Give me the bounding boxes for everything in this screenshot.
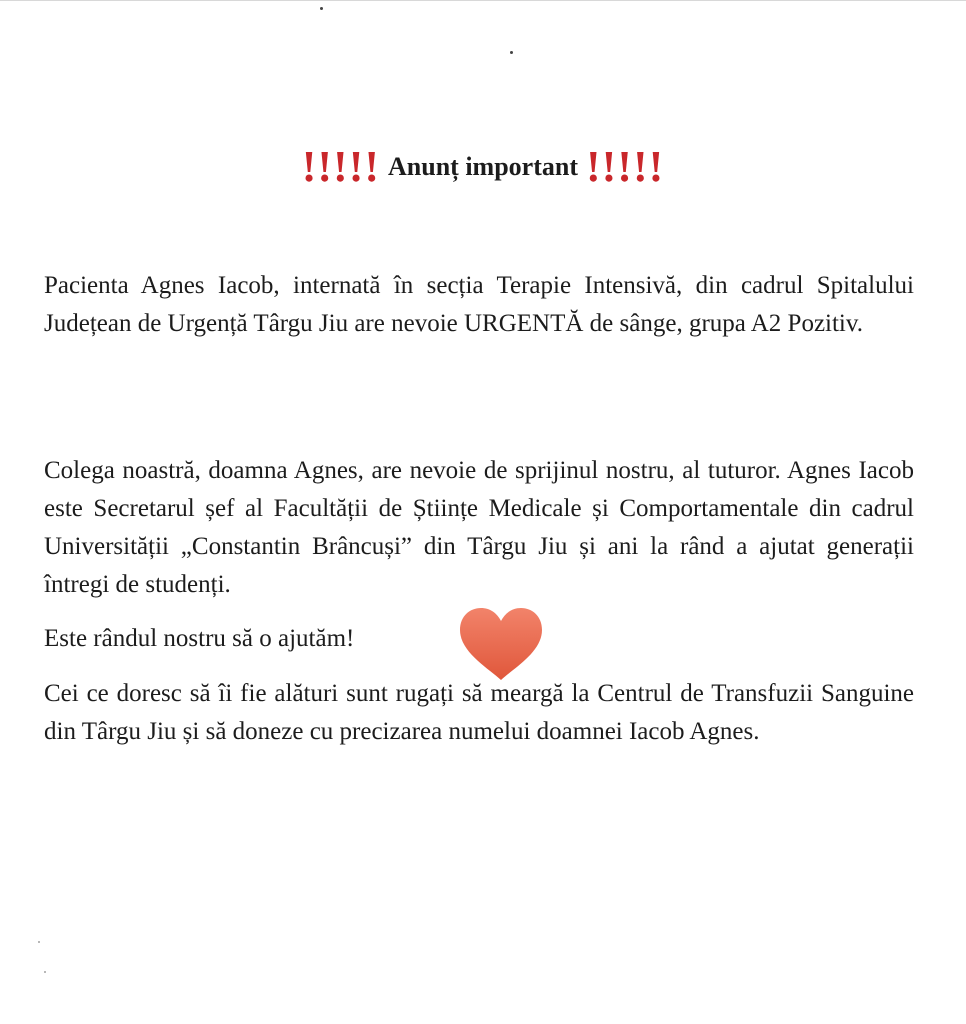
paragraph-colleague-info: Colega noastră, doamna Agnes, are nevoie de sprijinul nostru, al tuturor. Agnes Iacob este Secretarul șef al Facultății de Științe Medicale și Comportamentale din cadrul Universității „Constantin Brâncuși” din Târgu Jiu și ani la rând a ajutat generații întregi de studenți. (44, 457, 914, 598)
scan-speck (44, 971, 46, 973)
paragraph-call-to-help: Este rândul nostru să o ajutăm! (44, 625, 355, 652)
scan-speck (320, 7, 323, 10)
paragraph-patient-info: Pacienta Agnes Iacob, internată în secția Terapie Intensivă, din cadrul Spitalului Județean de Urgență Târgu Jiu are nevoie URGENTĂ de sânge, grupa A2 Pozitiv. (44, 272, 914, 337)
page-title: Anunț important (388, 151, 578, 181)
scan-speck (38, 941, 40, 943)
paragraph-donation-instructions: Cei ce doresc să îi fie alături sunt rugați să meargă la Centrul de Transfuzii Sanguine din Târgu Jiu și să doneze cu precizarea numelui doamnei Iacob Agnes. (44, 680, 914, 745)
exclamation-marks-left: !!!!! (301, 142, 380, 191)
announcement-heading (0, 141, 966, 192)
heart-icon (458, 606, 544, 682)
scan-speck (510, 51, 513, 54)
exclamation-marks-right: !!!!! (585, 142, 665, 191)
